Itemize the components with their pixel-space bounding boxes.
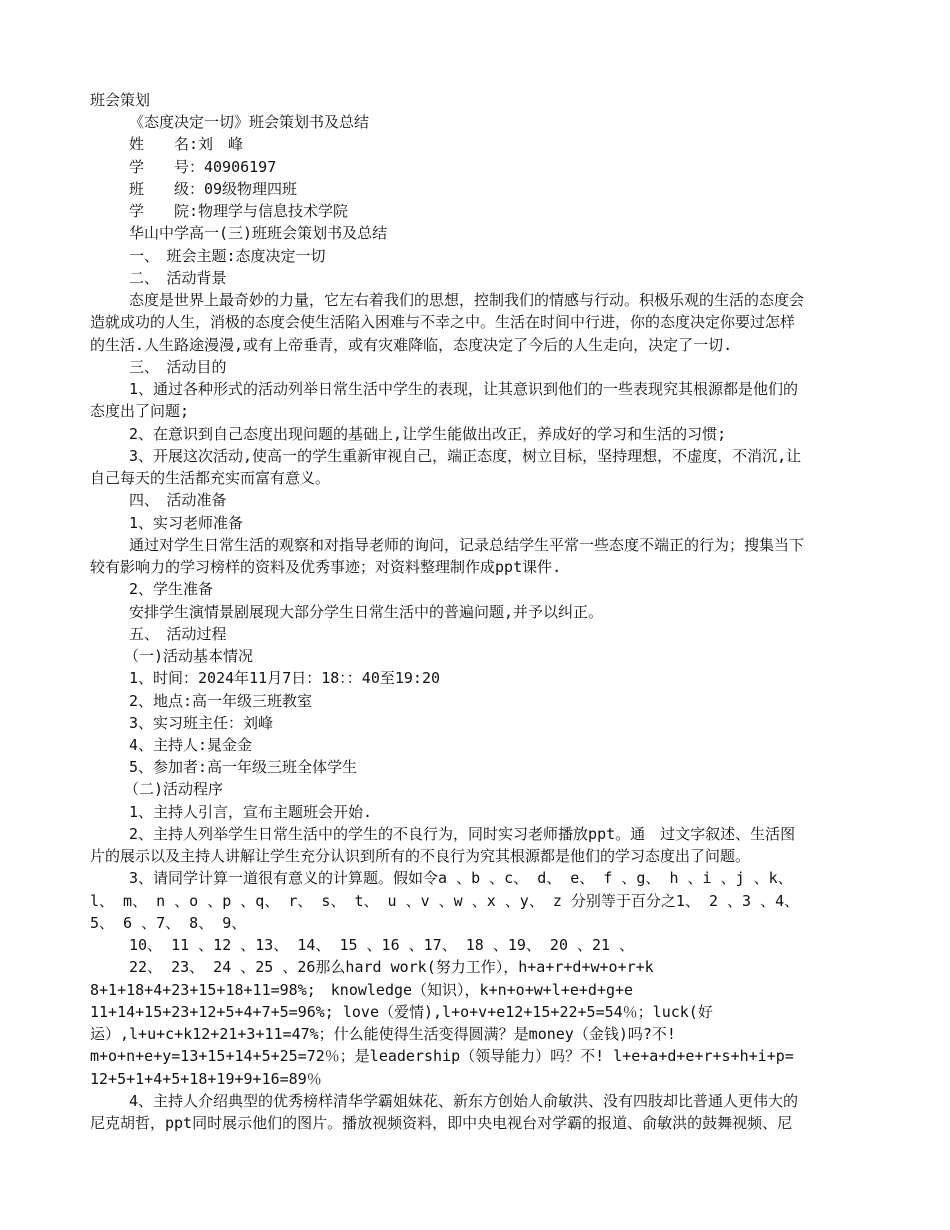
list-item: 3、请同学计算一道很有意义的计算题。假如令a 、b 、c、 d、 e、 f 、g、 h 、i 、j 、k、 — [129, 869, 793, 887]
list-item: 3、实习班主任：刘峰 — [129, 714, 274, 732]
doc-label: 班会策划 — [90, 91, 151, 109]
paragraph-line: 自己每天的生活都充实而富有意义。 — [90, 469, 331, 487]
paragraph-line: l、 m、 n 、o 、p 、q、 r、 s、 t、 u 、v 、w 、x 、y、 z 分别等于百分之1、 2 、3 、4、 — [90, 892, 800, 910]
paragraph-line: 态度出了问题; — [90, 402, 190, 420]
section-heading: 五、 活动过程 — [129, 625, 227, 643]
paragraph-line: 的生活.人生路途漫漫,或有上帝垂青，或有灾难降临，态度决定了今后的人生走向，决定了一切. — [90, 336, 733, 354]
section-heading: 二、 活动背景 — [129, 269, 227, 287]
subsection-heading: 1、实习老师准备 — [129, 514, 244, 532]
author-name: 姓 名:刘 峰 — [129, 135, 244, 153]
college-info: 学 院:物理学与信息技术学院 — [129, 202, 349, 220]
paragraph-line: 通过对学生日常生活的观察和对指导老师的询问，记录总结学生平常一些态度不端正的行为；搜集当下 — [129, 536, 805, 554]
paragraph-line: 10、 11 、12 、13、 14、 15 、16 、17、 18 、19、 20 、21 、 — [129, 936, 635, 954]
paragraph-line: 3、开展这次活动,使高一的学生重新审视自己，端正态度，树立目标，坚持理想，不虚度，不消沉,让 — [129, 447, 802, 465]
list-item: 2、主持人列举学生日常生活中的学生的不良行为，同时实习老师播放ppt。通 过文字叙述、生活图 — [129, 825, 796, 843]
list-item: 4、主持人介绍典型的优秀榜样清华学霸姐妹花、新东方创始人俞敏洪、没有四肢却比普通人更伟大的 — [129, 1092, 799, 1110]
list-item: 2、地点:高一年级三班教室 — [129, 692, 313, 710]
formula-line: 运）,l+u+c+k12+21+3+11=47%；什么能使得生活变得圆满？是money（金钱)吗?不! — [90, 1025, 676, 1043]
formula-line: 12+5+1+4+5+18+19+9+16=89％ — [90, 1070, 322, 1088]
formula-line: 8+1+18+4+23+15+18+11=98%; knowledge（知识），k+n+o+w+l+e+d+g+e — [90, 981, 634, 999]
paragraph-line: 2、在意识到自己态度出现问题的基础上,让学生能做出改正，养成好的学习和生活的习惯; — [129, 425, 727, 443]
subsection-heading: （二)活动程序 — [124, 780, 224, 798]
section-heading: 一、 班会主题:态度决定一切 — [129, 247, 326, 265]
formula-line: m+o+n+e+y=13+15+14+5+25=72％；是leadership（领导能力）吗？不! l+e+a+d+e+r+s+h+i+p= — [90, 1047, 794, 1065]
paragraph-line: 5、 6 、7、 8、 9、 — [90, 914, 247, 932]
paragraph-line: 安排学生演情景剧展现大部分学生日常生活中的普遍问题,并予以纠正。 — [129, 603, 604, 621]
subsection-heading: 2、学生准备 — [129, 580, 214, 598]
paragraph-line: 尼克胡哲，ppt同时展示他们的图片。播放视频资料，即中央电视台对学霸的报道、俞敏洪的鼓舞视频、尼 — [90, 1114, 793, 1132]
list-item: 5、参加者:高一年级三班全体学生 — [129, 758, 358, 776]
list-item: 1、时间：2024年11月7日：18：：40至19:20 — [129, 669, 441, 687]
paragraph-line: 造就成功的人生，消极的态度会使生活陷入困难与不幸之中。生活在时间中行进，你的态度决定你要过怎样 — [90, 313, 796, 331]
paragraph-line: 态度是世界上最奇妙的力量，它左右着我们的思想，控制我们的情感与行动。积极乐观的生活的态度会 — [129, 291, 805, 309]
student-id: 学 号：40906197 — [129, 158, 277, 176]
subtitle: 华山中学高一(三)班班会策划书及总结 — [129, 224, 388, 242]
section-heading: 三、 活动目的 — [129, 358, 227, 376]
section-heading: 四、 活动准备 — [129, 491, 227, 509]
list-item: 4、主持人:晁金金 — [129, 736, 253, 754]
paragraph-line: 较有影响力的学习榜样的资料及优秀事迹；对资料整理制作成ppt课件. — [90, 558, 562, 576]
doc-title: 《态度决定一切》班会策划书及总结 — [129, 113, 370, 131]
subsection-heading: （一)活动基本情况 — [124, 647, 254, 665]
paragraph-line: 片的展示以及主持人讲解让学生充分认识到所有的不良行为究其根源都是他们的学习态度出了问题。 — [90, 847, 751, 865]
list-item: 1、主持人引言，宣布主题班会开始. — [129, 803, 373, 821]
formula-line: 11+14+15+23+12+5+4+7+5=96%; love（爱情),l+o+v+e12+15+22+5=54％；luck(好 — [90, 1003, 713, 1021]
paragraph-line: 22、 23、 24 、25 、26那么hard work(努力工作），h+a+r+d+w+o+r+k — [129, 958, 654, 976]
class-info: 班 级：09级物理四班 — [129, 180, 298, 198]
paragraph-line: 1、通过各种形式的活动列举日常生活中学生的表现，让其意识到他们的一些表现究其根源都是他们的 — [129, 380, 799, 398]
